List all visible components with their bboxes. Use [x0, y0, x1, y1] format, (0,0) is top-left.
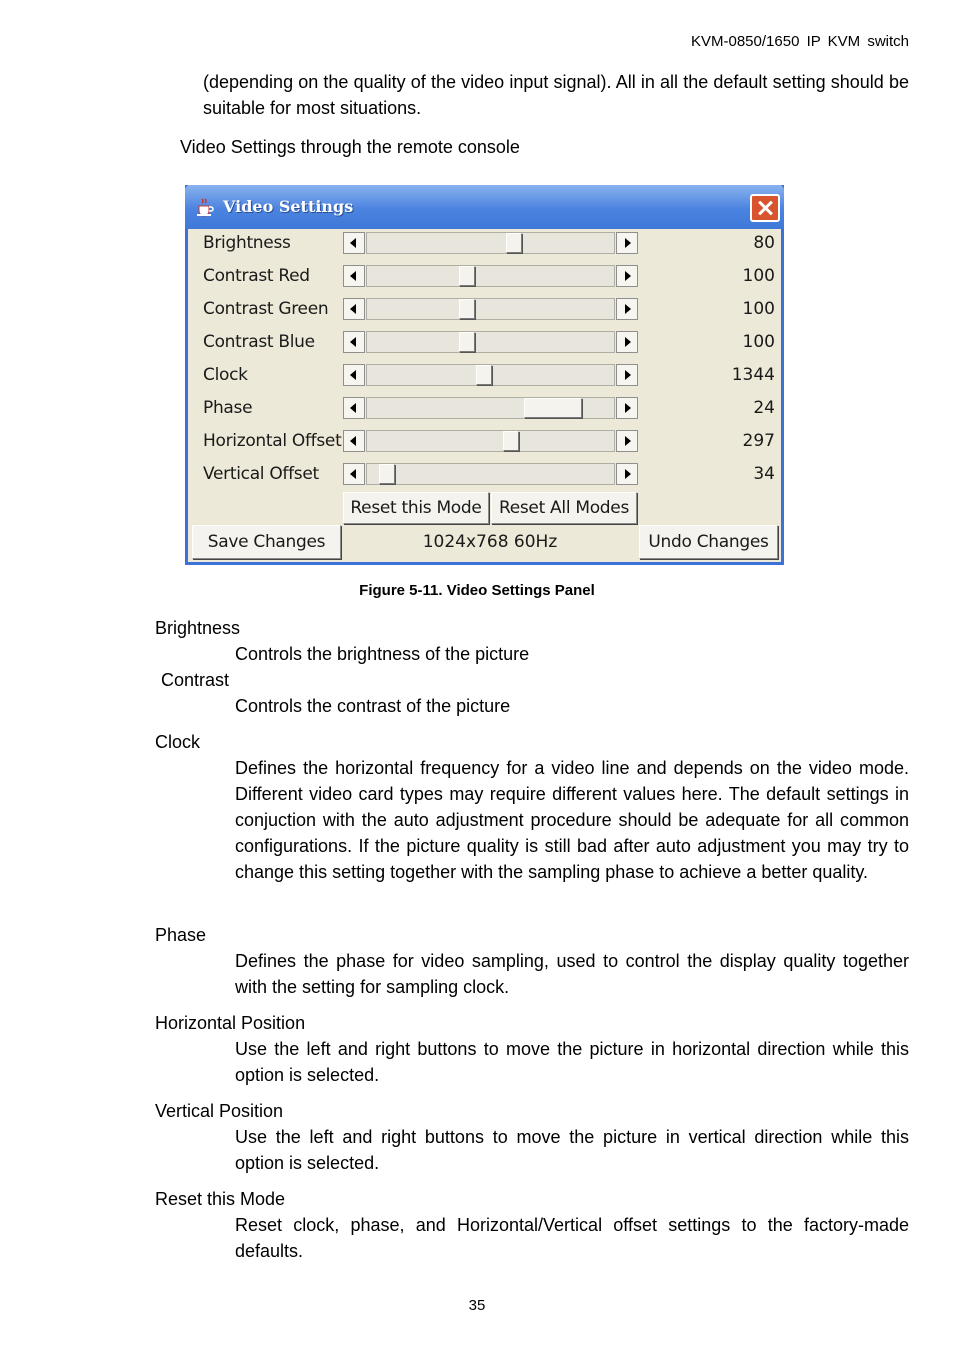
figure-caption: Figure 5-11. Video Settings Panel — [359, 582, 595, 599]
page-header: KVM-0850/1650 IP KVM switch — [691, 33, 909, 50]
slider-track[interactable] — [366, 331, 615, 353]
slider-value: 100 — [742, 332, 775, 352]
slider-track[interactable] — [366, 265, 615, 287]
close-button[interactable] — [750, 194, 780, 222]
slider-value: 100 — [742, 266, 775, 286]
slider-label: Contrast Green — [203, 299, 329, 319]
slider-decrease-button[interactable] — [343, 430, 365, 452]
slider-thumb[interactable] — [459, 266, 475, 286]
slider-row — [193, 361, 780, 391]
term-contrast: Contrast — [161, 670, 230, 690]
term-clock: Clock — [155, 732, 201, 752]
slider-track[interactable] — [366, 430, 615, 452]
slider-label: Clock — [203, 365, 248, 385]
slider-row — [193, 460, 780, 490]
slider-thumb[interactable] — [524, 398, 582, 418]
slider-decrease-button[interactable] — [343, 298, 365, 320]
intro-paragraph: (depending on the quality of the video input signal). All in all the default setting should be suitable for most situations. — [203, 72, 909, 118]
page-number: 35 — [468, 1297, 486, 1314]
slider-label: Vertical Offset — [203, 464, 319, 484]
slider-thumb[interactable] — [459, 332, 475, 352]
slider-track[interactable] — [366, 397, 615, 419]
slider-track[interactable] — [366, 364, 615, 386]
definition-contrast: Controls the contrast of the picture — [235, 696, 511, 716]
slider-value: 80 — [753, 233, 775, 253]
title-bar[interactable] — [185, 185, 784, 229]
slider-row — [193, 328, 780, 358]
slider-label: Phase — [203, 398, 253, 418]
definition-vertical-position: Use the left and right buttons to move the picture in vertical direction while this option is selected. — [235, 1127, 909, 1173]
slider-value: 297 — [742, 431, 775, 451]
slider-label: Horizontal Offset — [203, 431, 342, 451]
slider-row — [193, 394, 780, 424]
slider-increase-button[interactable] — [616, 364, 638, 386]
slider-value: 1344 — [731, 365, 775, 385]
slider-label: Brightness — [203, 233, 291, 253]
slider-thumb[interactable] — [503, 431, 519, 451]
slider-row — [193, 262, 780, 292]
save-changes-button[interactable]: Save Changes — [192, 525, 341, 559]
slider-thumb[interactable] — [506, 233, 522, 253]
slider-value: 100 — [742, 299, 775, 319]
reset-all-modes-button[interactable]: Reset All Modes — [491, 492, 637, 524]
java-cup-icon — [195, 197, 215, 217]
slider-track[interactable] — [366, 463, 615, 485]
slider-decrease-button[interactable] — [343, 232, 365, 254]
slider-label: Contrast Red — [203, 266, 310, 286]
slider-decrease-button[interactable] — [343, 463, 365, 485]
slider-increase-button[interactable] — [616, 331, 638, 353]
slider-increase-button[interactable] — [616, 265, 638, 287]
definition-horizontal-position: Use the left and right buttons to move the picture in horizontal direction while this option is selected. — [235, 1039, 909, 1085]
definition-clock: Defines the horizontal frequency for a video line and depends on the video mode. Different video card types may require different values here. The default settings in conjuction with the auto adjustment procedure should be adequate for all common configurations. If the picture quality is still bad after auto adjustment you may try to change this setting together with the sampling phase to achieve a better quality. — [235, 758, 909, 882]
definition-reset-this-mode: Reset clock, phase, and Horizontal/Vertical offset settings to the factory-made defaults. — [235, 1215, 909, 1261]
reset-this-mode-button[interactable]: Reset this Mode — [343, 492, 489, 524]
term-vertical-position: Vertical Position — [155, 1101, 284, 1121]
slider-thumb[interactable] — [459, 299, 475, 319]
slider-thumb[interactable] — [379, 464, 395, 484]
window-title: Video Settings — [223, 197, 354, 216]
term-horizontal-position: Horizontal Position — [155, 1013, 306, 1033]
slider-value: 34 — [753, 464, 775, 484]
video-mode-status: 1024x768 60Hz — [422, 532, 558, 552]
slider-increase-button[interactable] — [616, 298, 638, 320]
slider-thumb[interactable] — [476, 365, 492, 385]
slider-row — [193, 427, 780, 457]
slider-decrease-button[interactable] — [343, 364, 365, 386]
slider-increase-button[interactable] — [616, 232, 638, 254]
slider-increase-button[interactable] — [616, 463, 638, 485]
term-phase: Phase — [155, 925, 207, 945]
slider-track[interactable] — [366, 298, 615, 320]
slider-increase-button[interactable] — [616, 397, 638, 419]
slider-value: 24 — [753, 398, 775, 418]
slider-decrease-button[interactable] — [343, 265, 365, 287]
section-subheading: Video Settings through the remote console — [180, 137, 520, 157]
definition-phase: Defines the phase for video sampling, used to control the display quality together with the setting for sampling clock. — [235, 951, 909, 997]
slider-label: Contrast Blue — [203, 332, 315, 352]
slider-row — [193, 295, 780, 325]
slider-track[interactable] — [366, 232, 615, 254]
term-brightness: Brightness — [155, 618, 241, 638]
undo-changes-button[interactable]: Undo Changes — [639, 525, 778, 559]
video-settings-window — [185, 185, 784, 565]
slider-decrease-button[interactable] — [343, 331, 365, 353]
slider-decrease-button[interactable] — [343, 397, 365, 419]
term-reset-this-mode: Reset this Mode — [155, 1189, 286, 1209]
slider-row — [193, 229, 780, 259]
definition-brightness: Controls the brightness of the picture — [235, 644, 530, 664]
slider-increase-button[interactable] — [616, 430, 638, 452]
